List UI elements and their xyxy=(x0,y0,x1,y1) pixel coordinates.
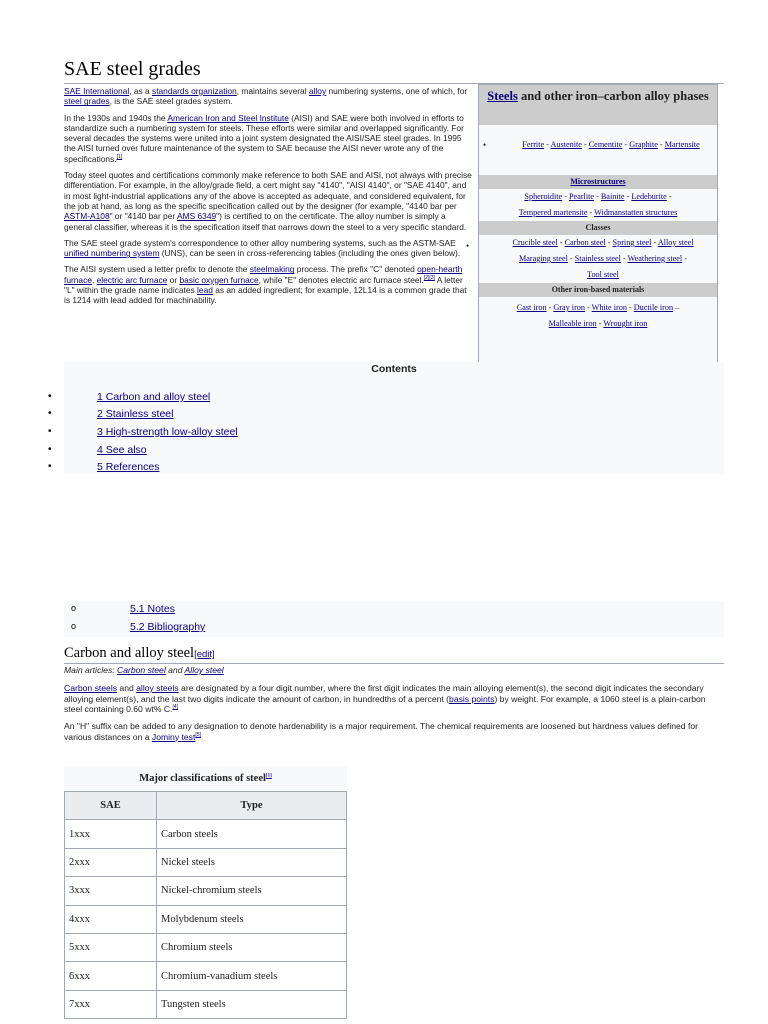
table-row xyxy=(65,848,347,876)
link-carbon-steel[interactable]: Carbon steel xyxy=(117,665,166,675)
separator: - xyxy=(557,238,565,247)
toc-item-bibliography[interactable]: 5.2 Bibliography xyxy=(130,621,206,633)
section1-paragraph-2 xyxy=(64,721,724,742)
separator: - xyxy=(657,140,665,149)
table-row xyxy=(65,933,347,961)
section1-paragraph-1 xyxy=(64,683,724,715)
infobox-link[interactable]: Gray iron xyxy=(553,303,585,312)
infobox-title-link[interactable]: Steels xyxy=(487,89,518,103)
separator: - xyxy=(544,140,551,149)
infobox-link[interactable]: Weathering steel xyxy=(627,254,683,263)
text: , while "E" denotes electric arc furnace steel. xyxy=(258,274,424,285)
table-cell: 5xxx xyxy=(65,933,157,961)
separator: - xyxy=(622,140,630,149)
separator: - xyxy=(546,303,554,312)
link-steel-grades[interactable]: steel grades xyxy=(64,96,110,107)
link-carbon-steels[interactable]: Carbon steels xyxy=(64,683,118,693)
text: " or "4140 bar per xyxy=(109,211,178,222)
intro-paragraph-4 xyxy=(64,238,472,259)
intro-paragraph-5 xyxy=(64,264,472,305)
table-row xyxy=(65,877,347,905)
link-ams-6349[interactable]: AMS 6349 xyxy=(177,211,217,222)
table-cell: 2xxx xyxy=(65,848,157,876)
bullet-icon: • xyxy=(48,408,52,419)
separator: - xyxy=(584,303,592,312)
page-title: SAE steel grades xyxy=(64,58,724,84)
toc-item-notes[interactable]: 5.1 Notes xyxy=(130,603,175,615)
infobox-link[interactable]: Alloy steel xyxy=(657,238,694,247)
table-row xyxy=(65,820,347,848)
infobox-phases xyxy=(479,125,717,175)
bullet-icon: • xyxy=(48,391,52,402)
toc-title: Contents xyxy=(371,363,417,375)
text: The SAE steel grade system's correspondence to other alloy numbering systems, such as the ASTM-SAE xyxy=(64,237,456,248)
infobox-link[interactable]: Wrought iron xyxy=(603,319,648,328)
text: are designated by a four digit number, where the first digit indicates the main alloying element(s), the second digit indicates the secondary alloying element(s), and the last two digits indicate the amount of carbon, in hundredths of a percent ( xyxy=(64,683,704,704)
separator: - xyxy=(666,192,672,201)
separator: - xyxy=(682,254,687,263)
separator: - xyxy=(620,254,628,263)
infobox-link[interactable]: Crucible steel xyxy=(512,238,558,247)
infobox-title xyxy=(479,85,717,125)
infobox-link[interactable]: Spheroidite xyxy=(524,192,563,201)
infobox-link[interactable]: Cementite xyxy=(588,140,623,149)
table-cell: Nickel steels xyxy=(157,848,347,876)
table-row xyxy=(65,962,347,990)
infobox-link[interactable]: Pearlite xyxy=(569,192,595,201)
text: (AISI) and SAE were both involved in efforts to standardize such a numbering system for steels. These efforts were similar and overlapped significantly. For several decades the systems were united into a joint system designated the AISI/SAE steel grades. In 1995 the AISI turned over future maintenance of the system to SAE because the AISI never wrote any of the specifications. xyxy=(64,112,464,164)
text: , as a xyxy=(129,86,152,96)
bullet-icon: • xyxy=(48,426,52,437)
link-electric-arc-furnace[interactable]: electric arc furnace xyxy=(96,274,168,285)
text: ) by weight. For example, a 1060 steel is a plain-carbon steel containing 0.60 wt% C. xyxy=(64,693,706,715)
section-heading-text: Carbon and alloy steel xyxy=(64,645,195,661)
separator: - xyxy=(581,140,589,149)
link-standards-organization[interactable]: standards organization xyxy=(152,86,237,96)
reference-link[interactable]: [2][3] xyxy=(423,274,435,281)
table-cell: Chromium-vanadium steels xyxy=(157,962,347,990)
table-cell: Tungsten steels xyxy=(157,990,347,1018)
infobox-classes xyxy=(466,235,717,283)
toc-item-references[interactable]: 5 References xyxy=(97,461,160,473)
text: , maintains several xyxy=(236,86,309,96)
infobox-title-text: and other iron–carbon alloy phases xyxy=(517,89,709,103)
infobox-heading-other: Other iron-based materials xyxy=(479,283,717,297)
infobox-microstructures xyxy=(479,189,717,221)
link-basis-points[interactable]: basis points xyxy=(449,693,495,704)
infobox-heading-microstructures[interactable]: Microstructures xyxy=(479,175,717,189)
bullet-icon: • xyxy=(483,140,487,150)
infobox-link[interactable]: Carbon steel xyxy=(564,238,606,247)
infobox-link[interactable]: Ferrite xyxy=(522,140,545,149)
link-jominy-test[interactable]: Jominy test xyxy=(151,731,196,742)
intro-section xyxy=(64,86,472,312)
table-cell: Molybdenum steels xyxy=(157,905,347,933)
separator: - xyxy=(626,303,634,312)
link-steelmaking[interactable]: steelmaking xyxy=(249,264,295,275)
infobox-link[interactable]: Ductile iron xyxy=(633,303,674,312)
text: and xyxy=(165,665,185,675)
table-cell: 3xxx xyxy=(65,877,157,905)
toc-subitems xyxy=(64,601,724,637)
table-cell: 7xxx xyxy=(65,990,157,1018)
infobox-link[interactable]: Malleable iron xyxy=(548,319,597,328)
link-open-hearth-furnace[interactable]: open-hearth furnace xyxy=(64,264,463,285)
table-caption xyxy=(64,766,347,791)
table-caption-text: Major classifications of steel xyxy=(139,773,266,784)
toc-item-see-also[interactable]: 4 See also xyxy=(97,444,147,456)
text: (UNS), can be seen in cross-referencing tables (including the ones given below). xyxy=(159,248,461,259)
table-of-contents xyxy=(48,362,724,474)
text: or xyxy=(167,274,180,285)
table-cell: 6xxx xyxy=(65,962,157,990)
infobox-link[interactable]: Martensite xyxy=(664,140,700,149)
infobox-link[interactable]: Cast iron xyxy=(516,303,547,312)
separator: – xyxy=(673,303,680,312)
infobox-link[interactable]: Graphite xyxy=(629,140,658,149)
infobox-steels xyxy=(466,84,718,368)
text: A letter "L" within the grade name indicates xyxy=(64,274,463,296)
infobox-link[interactable]: Bainite xyxy=(600,192,625,201)
text: , is the SAE steel grades system. xyxy=(109,96,233,107)
text: and xyxy=(117,683,137,693)
text: , xyxy=(91,274,97,285)
table-cell: Chromium steels xyxy=(157,933,347,961)
link-aisi[interactable]: American Iron and Steel Institute xyxy=(167,112,289,123)
separator: - xyxy=(605,238,613,247)
text: as an added ingredient; for example, 12L14 is a common grade that is 1214 with lead added for machinability. xyxy=(64,285,467,306)
bullet-icon: • xyxy=(48,461,52,472)
reference-link[interactable]: [1] xyxy=(116,153,123,160)
separator: - xyxy=(562,192,569,201)
text: ") is certified to on the certificate. The alloy number is simply a general classifier, whereas it is the specification itself that narrows down the steel to a very specific standard. xyxy=(64,211,467,232)
infobox-heading-classes: Classes xyxy=(479,221,717,235)
text: process. The prefix "C" denoted xyxy=(294,264,418,275)
intro-paragraph-1 xyxy=(64,86,472,107)
link-alloy[interactable]: alloy xyxy=(308,86,327,96)
toc-item-stainless-steel[interactable]: 2 Stainless steel xyxy=(97,408,174,420)
infobox-link[interactable]: White iron xyxy=(591,303,627,312)
separator: - xyxy=(567,254,575,263)
circle-bullet-icon: o xyxy=(71,603,77,613)
separator: - xyxy=(594,192,601,201)
infobox-other xyxy=(479,297,717,332)
bullet-icon: • xyxy=(48,444,52,455)
steel-classification-table xyxy=(64,766,347,1019)
table-cell: Nickel-chromium steels xyxy=(157,877,347,905)
edit-link[interactable]: [edit] xyxy=(194,649,215,660)
table-cell: Carbon steels xyxy=(157,820,347,848)
infobox-link[interactable]: Spring steel xyxy=(612,238,652,247)
infobox-link[interactable]: Stainless steel xyxy=(574,254,621,263)
text: Today steel quotes and certifications commonly make reference to both SAE and AISI, not always with precise differentiation. For example, in the alloy/grade field, a cert might say "4140", "AISI 4140", or "SAE 4140", and in most light-industrial applications any of the above is accepted as adequate, and considered equivalent, for the job at hand, as long as the specific specification called out by the designer (for example, "4140 bar per xyxy=(64,170,472,211)
toc-item-hsla-steel[interactable]: 3 High-strength low-alloy steel xyxy=(97,426,238,438)
infobox-link[interactable]: Tool steel xyxy=(587,270,619,279)
infobox-link[interactable]: Tempered martensite xyxy=(518,208,588,217)
main-articles-note xyxy=(64,665,224,675)
link-sae-international[interactable]: SAE International xyxy=(64,86,130,96)
reference-link[interactable]: [1] xyxy=(265,773,272,779)
circle-bullet-icon: o xyxy=(71,621,77,631)
infobox-link[interactable]: Maraging steel xyxy=(519,254,568,263)
text: An "H" suffix can be added to any designation to denote hardenability is a major requirement. The chemical requirements are loosened but hardness values defined for various distances on a xyxy=(64,721,698,742)
link-alloy-steels[interactable]: alloy steels xyxy=(136,683,179,693)
link-basic-oxygen-furnace[interactable]: basic oxygen furnace xyxy=(179,274,259,285)
reference-link[interactable]: [5] xyxy=(195,731,201,738)
table-cell: 1xxx xyxy=(65,820,157,848)
infobox-link[interactable]: Ledeburite xyxy=(631,192,667,201)
reference-link[interactable]: [4] xyxy=(172,704,178,711)
separator: - xyxy=(651,238,658,247)
intro-paragraph-3 xyxy=(64,170,472,232)
section-heading-carbon-alloy-steel xyxy=(64,645,724,664)
text: numbering systems, one of which, for xyxy=(326,86,468,96)
intro-paragraph-2 xyxy=(64,113,472,164)
text: In the 1930s and 1940s the xyxy=(64,112,168,123)
separator: - xyxy=(587,208,595,217)
table-header-row xyxy=(65,792,347,820)
table-row xyxy=(65,990,347,1018)
infobox-link[interactable]: Widmanstatten structures xyxy=(594,208,678,217)
text: Main articles: xyxy=(64,665,118,675)
table-cell: 4xxx xyxy=(65,905,157,933)
text: The AISI system used a letter prefix to denote the xyxy=(64,264,250,275)
link-alloy-steel[interactable]: Alloy steel xyxy=(184,665,224,675)
column-header-type: Type xyxy=(157,792,347,820)
toc-item-carbon-alloy-steel[interactable]: 1 Carbon and alloy steel xyxy=(97,391,211,403)
link-lead[interactable]: lead xyxy=(197,285,213,296)
bullet-icon: • xyxy=(466,241,470,251)
table-row xyxy=(65,905,347,933)
link-unified-numbering-system[interactable]: unified numbering system xyxy=(64,248,160,259)
link-astm-a108[interactable]: ASTM-A108 xyxy=(64,211,110,222)
separator: - xyxy=(596,319,604,328)
infobox-link[interactable]: Austenite xyxy=(550,140,582,149)
separator: - xyxy=(624,192,632,201)
column-header-sae: SAE xyxy=(65,792,157,820)
